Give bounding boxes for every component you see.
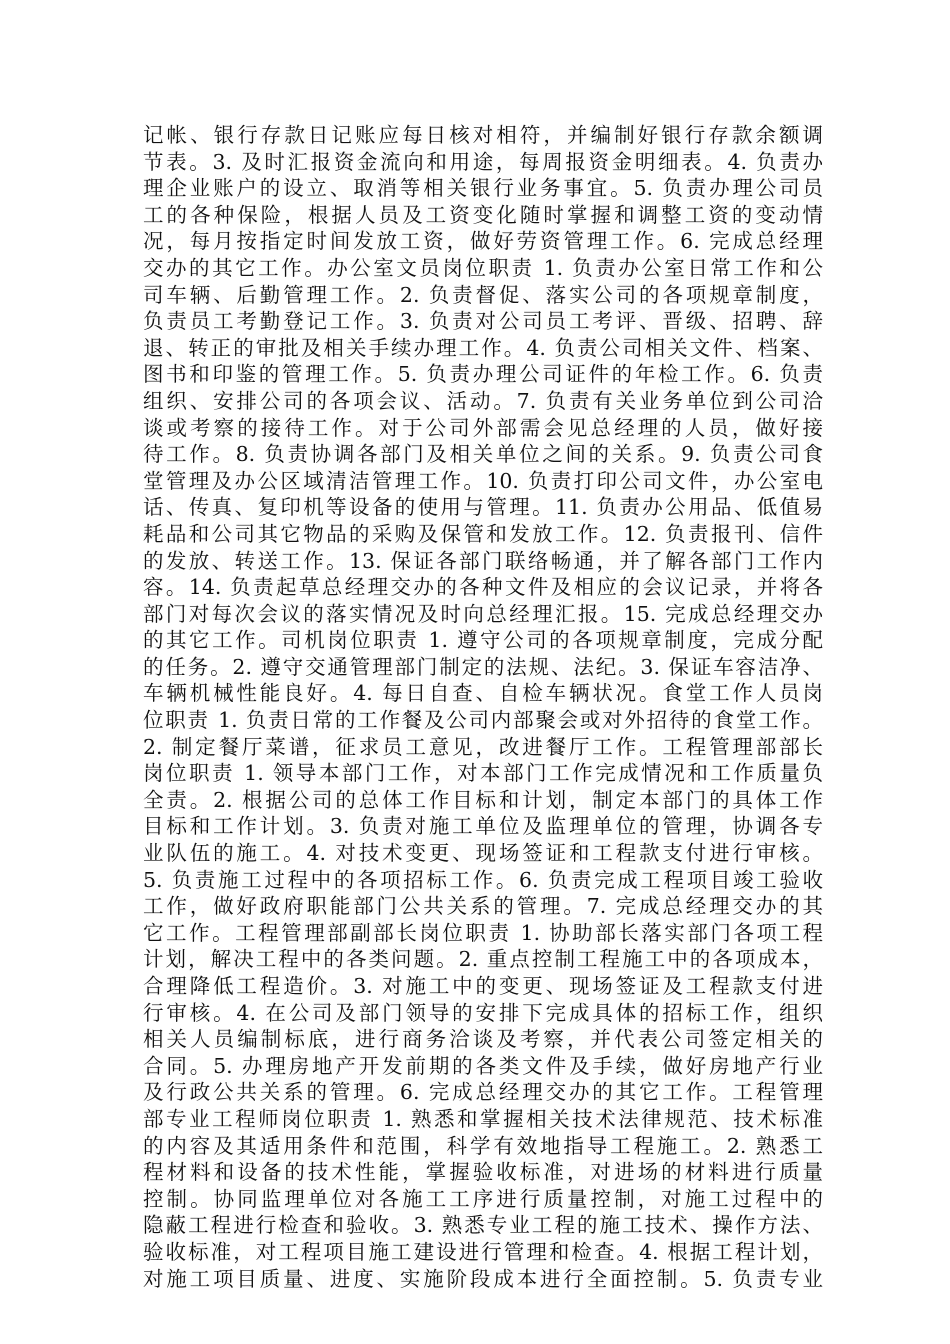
body-text <box>143 122 823 1292</box>
text-line: 理企业账户的设立、取消等相关银行业务事宜。5. 负责办理公司员 <box>143 176 823 201</box>
text-line: 组织、安排公司的各项会议、活动。7. 负责有关业务单位到公司洽 <box>143 388 823 413</box>
text-line: 车辆机械性能良好。4. 每日自查、自检车辆状况。食堂工作人员岗 <box>143 681 823 706</box>
text-line: 全责。2. 根据公司的总体工作目标和计划，制定本部门的具体工作 <box>143 787 823 812</box>
text-line: 计划，解决工程中的各类问题。2. 重点控制工程施工中的各项成本， <box>143 947 823 972</box>
text-line: 交办的其它工作。办公室文员岗位职责 1. 负责办公室日常工作和公 <box>143 255 823 280</box>
text-line: 位职责 1. 负责日常的工作餐及公司内部聚会或对外招待的食堂工作。 <box>143 708 823 733</box>
text-line: 部门对每次会议的落实情况及时向总经理汇报。15. 完成总经理交办 <box>143 601 823 626</box>
text-line: 验收标准，对工程项目施工建设进行管理和检查。4. 根据工程计划， <box>143 1239 823 1264</box>
text-line: 节表。3. 及时汇报资金流向和用途，每周报资金明细表。4. 负责办 <box>143 149 823 174</box>
text-line: 图书和印鉴的管理工作。5. 负责办理公司证件的年检工作。6. 负责 <box>143 362 823 387</box>
text-line: 的任务。2. 遵守交通管理部门制定的法规、法纪。3. 保证车容洁净、 <box>143 654 823 679</box>
text-line: 行审核。4. 在公司及部门领导的安排下完成具体的招标工作，组织 <box>143 1000 823 1025</box>
text-line: 耗品和公司其它物品的采购及保管和发放工作。12. 负责报刊、信件 <box>143 521 823 546</box>
text-line: 话、传真、复印机等设备的使用与管理。11. 负责办公用品、低值易 <box>143 495 823 520</box>
text-line: 堂管理及办公区域清洁管理工作。10. 负责打印公司文件，办公室电 <box>143 468 823 493</box>
text-line: 的其它工作。司机岗位职责 1. 遵守公司的各项规章制度，完成分配 <box>143 628 823 653</box>
text-line: 部专业工程师岗位职责 1. 熟悉和掌握相关技术法律规范、技术标准 <box>143 1106 823 1131</box>
text-line: 谈或考察的接待工作。对于公司外部需会见总经理的人员，做好接 <box>143 415 823 440</box>
text-line: 2. 制定餐厅菜谱，征求员工意见，改进餐厅工作。工程管理部部长 <box>143 734 823 759</box>
text-line: 相关人员编制标底，进行商务洽谈及考察，并代表公司签定相关的 <box>143 1027 823 1052</box>
text-line: 岗位职责 1. 领导本部门工作，对本部门工作完成情况和工作质量负 <box>143 761 823 786</box>
text-line: 控制。协同监理单位对各施工工序进行质量控制，对施工过程中的 <box>143 1186 823 1211</box>
text-line: 目标和工作计划。3. 负责对施工单位及监理单位的管理，协调各专 <box>143 814 823 839</box>
text-line: 的发放、转送工作。13. 保证各部门联络畅通，并了解各部门工作内 <box>143 548 823 573</box>
text-line: 对施工项目质量、进度、实施阶段成本进行全面控制。5. 负责专业 <box>143 1266 823 1291</box>
text-line: 程材料和设备的技术性能，掌握验收标准，对进场的材料进行质量 <box>143 1160 823 1185</box>
text-line: 况，每月按指定时间发放工资，做好劳资管理工作。6. 完成总经理 <box>143 229 823 254</box>
text-line: 工作，做好政府职能部门公共关系的管理。7. 完成总经理交办的其 <box>143 894 823 919</box>
text-line: 合理降低工程造价。3. 对施工中的变更、现场签证及工程款支付进 <box>143 974 823 998</box>
text-line: 工的各种保险，根据人员及工资变化随时掌握和调整工资的变动情 <box>143 202 823 227</box>
text-line: 合同。5. 办理房地产开发前期的各类文件及手续，做好房地产行业 <box>143 1053 823 1078</box>
text-line: 的内容及其适用条件和范围，科学有效地指导工程施工。2. 熟悉工 <box>143 1133 823 1158</box>
text-line: 业队伍的施工。4. 对技术变更、现场签证和工程款支付进行审核。 <box>143 841 823 866</box>
text-line: 待工作。8. 负责协调各部门及相关单位之间的关系。9. 负责公司食 <box>143 442 823 467</box>
text-line: 负责员工考勤登记工作。3. 负责对公司员工考评、晋级、招聘、辞 <box>143 309 823 334</box>
text-line: 司车辆、后勤管理工作。2. 负责督促、落实公司的各项规章制度， <box>143 282 823 307</box>
text-line: 它工作。工程管理部副部长岗位职责 1. 协助部长落实部门各项工程 <box>143 920 823 945</box>
text-line: 隐蔽工程进行检查和验收。3. 熟悉专业工程的施工技术、操作方法、 <box>143 1213 823 1238</box>
text-line: 退、转正的审批及相关手续办理工作。4. 负责公司相关文件、档案、 <box>143 335 823 360</box>
text-line: 及行政公共关系的管理。6. 完成总经理交办的其它工作。工程管理 <box>143 1080 823 1105</box>
text-line: 5. 负责施工过程中的各项招标工作。6. 负责完成工程项目竣工验收 <box>143 867 823 892</box>
text-line: 容。14. 负责起草总经理交办的各种文件及相应的会议记录，并将各 <box>143 575 823 600</box>
text-line: 记帐、银行存款日记账应每日核对相符，并编制好银行存款余额调 <box>143 123 823 147</box>
